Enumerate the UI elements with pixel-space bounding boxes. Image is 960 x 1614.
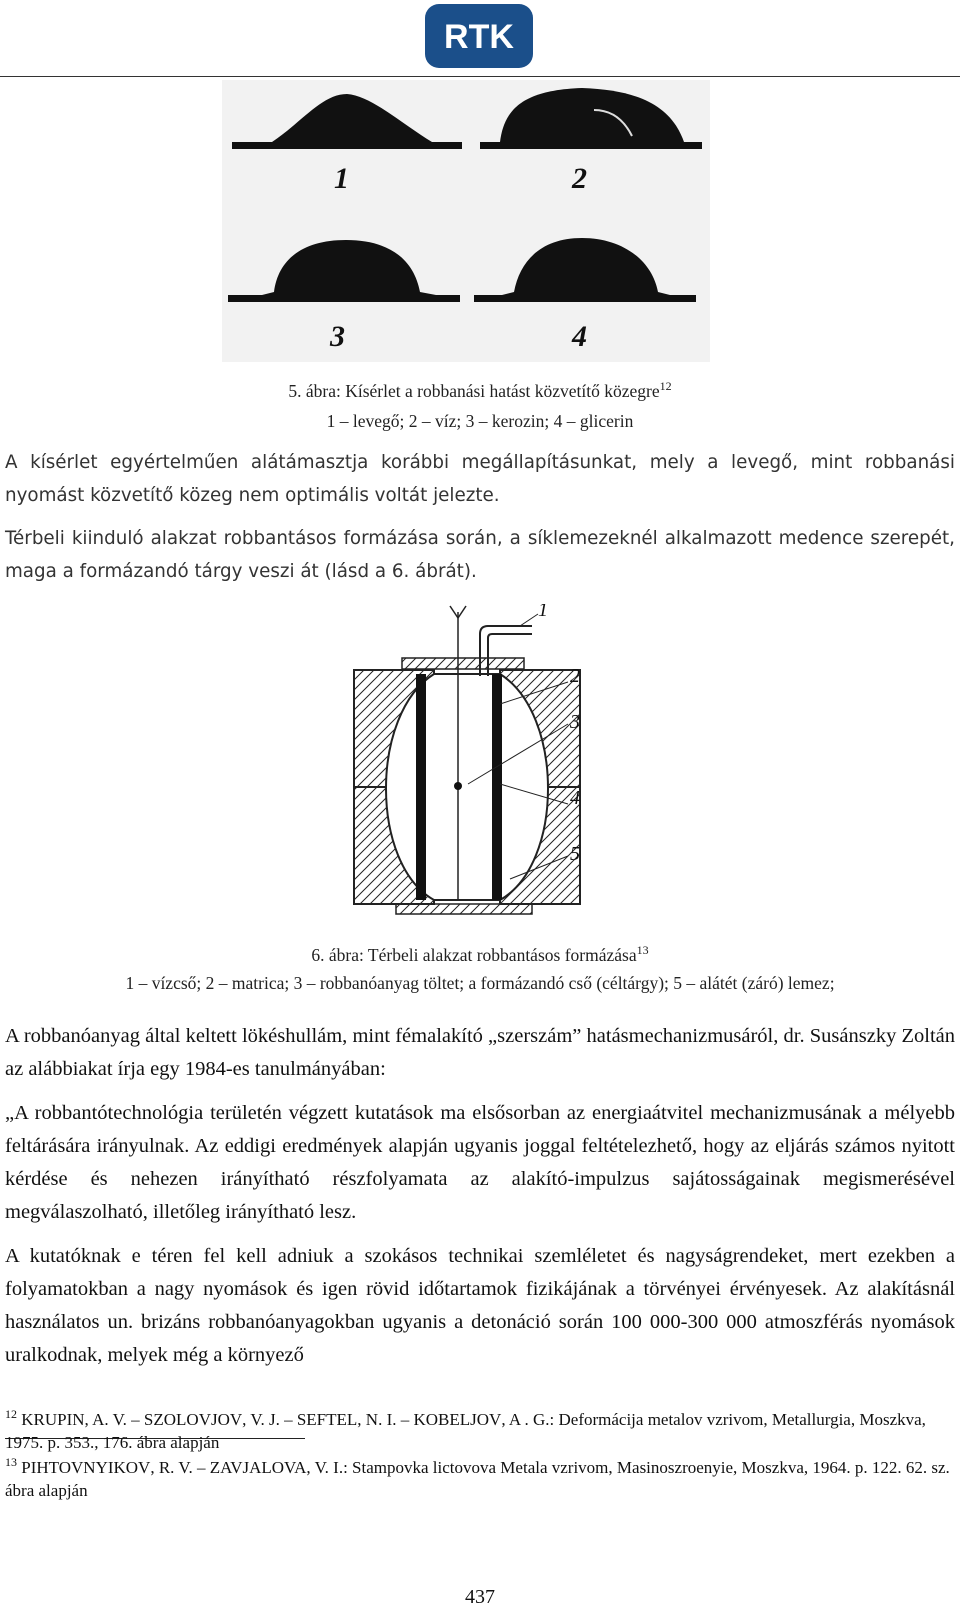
figure-6-legend: 1 – vízcső; 2 – matrica; 3 – robbanóanyag töltet; a formázandó cső (céltárgy); 5 – alátét (záró) lemez; — [125, 973, 835, 993]
footnote-13: $^{13}$ PIHTOVNYIKOV, R. V. – ZAVJALOVA, V. I.: Stampovka lictovova Metala vzrivom, Masinoszroenyie, Moszkva, 1964. p. 122. 62. sz. ábra alapján — [5, 1455, 950, 1500]
fig6-label-2: 2 — [570, 665, 580, 687]
paragraph-2: Térbeli kiinduló alakzat robbantásos formázása során, a síklemezeknél alkalmazott medence szerepét, maga a formázandó tárgy veszi át (lásd a 6. ábrát). — [5, 528, 955, 582]
fig5-label-2: 2 — [572, 162, 587, 195]
logo-text: RTK — [444, 18, 514, 56]
header-rule — [0, 76, 960, 77]
figure-6-caption: 6. ábra: Térbeli alakzat robbantásos formázása$^{13}$ — [311, 943, 649, 965]
rtk-logo — [423, 2, 535, 70]
page-number: 437 — [465, 1586, 495, 1608]
fig6-label-5: 5 — [570, 843, 580, 865]
paragraph-3: A robbanóanyag által keltett lökéshullám, mint fémalakító „szerszám” hatásmechanizmusáról, dr. Susánszky Zoltán az alábbiakat írja egy 1984-es tanulmányában: — [5, 1025, 955, 1080]
fig6-label-4: 4 — [570, 787, 580, 809]
fig5-label-1: 1 — [334, 162, 349, 195]
figure-5-legend: 1 – levegő; 2 – víz; 3 – kerozin; 4 – glicerin — [326, 411, 634, 431]
fig6-label-1: 1 — [538, 604, 548, 621]
footnote-12: $^{12}$ KRUPIN, A. V. – SZOLOVJOV, V. J. – SEFTEL, N. I. – KOBELJOV, A . G.: Deformácija metalov vzrivom, Metallurgia, Moszkva, 1975. p. 353., 176. ábra alapján — [5, 1407, 926, 1452]
figure-6-image — [350, 604, 590, 922]
fig5-label-4: 4 — [572, 320, 587, 353]
fig5-label-3: 3 — [330, 320, 345, 353]
quote-paragraph-2: A kutatóknak e téren fel kell adniuk a szokásos technikai szemléletet és nagyságrendeket, mert ezekben a folyamatokban a nagy nyomások és igen rövid időtartamok fizikájának a törvényei érvényesek. Az alakításnál használatos un. brizáns robbanóanyagokban ugyanis a detonáció során 100 000-300 000 atmoszférás nyomások uralkodnak, melyek még a környező — [5, 1245, 955, 1366]
fig6-label-3: 3 — [570, 711, 580, 733]
paragraph-1: A kísérlet egyértelműen alátámasztja korábbi megállapításunkat, mely a levegő, mint robbanási nyomást közvetítő közeg nem optimális voltát jelezte. — [5, 452, 955, 506]
quote-paragraph-1: „A robbantótechnológia területén végzett kutatások ma elsősorban az energiaátvitel mechanizmusának a mélyebb feltárására irányulnak. Az eddigi eredmények alapján ugyanis joggal feltételezhető, hogy az eljárás számos nyitott kérdése és nehezen irányítható részfolyamata az alakító-impulzus sajátosságainak megismerésével megválaszolható, illetőleg irányítható lesz. — [5, 1102, 955, 1223]
figure-5-image — [222, 80, 710, 362]
figure-5-caption: 5. ábra: Kísérlet a robbanási hatást közvetítő közegre$^{12}$ — [288, 379, 672, 401]
